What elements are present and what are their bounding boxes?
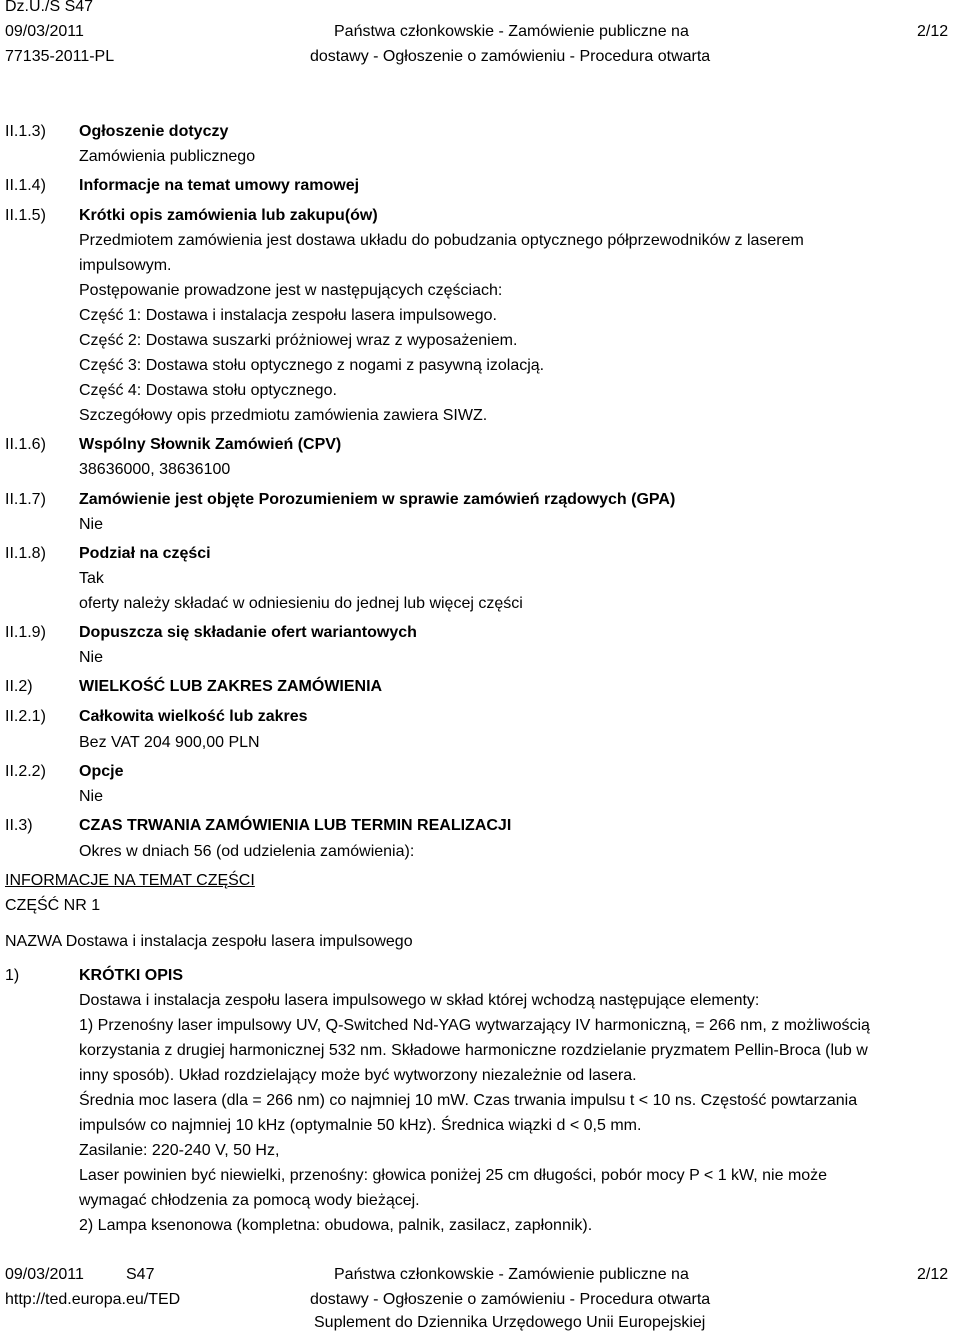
part-description-line: 1) Przenośny laser impulsowy UV, Q-Switched Nd-YAG wytwarzający IV harmoniczną, = 266 nm, z możliwością	[79, 1017, 870, 1034]
section-number: II.1.7)	[5, 491, 46, 508]
section-number: II.1.9)	[5, 624, 46, 641]
section-number: II.1.3)	[5, 123, 46, 140]
section-number: II.1.4)	[5, 177, 46, 194]
description-line: impulsowym.	[79, 257, 172, 274]
section-number: II.2)	[5, 678, 33, 695]
section-number: II.1.5)	[5, 207, 46, 224]
description-line: Część 1: Dostawa i instalacja zespołu lasera impulsowego.	[79, 307, 497, 324]
part-description-line: inny sposób). Układ rozdzielający może być wytworzony niezależnie od lasera.	[79, 1067, 637, 1084]
description-line: Przedmiotem zamówienia jest dostawa układu do pobudzania optycznego półprzewodników z laserem	[79, 232, 804, 249]
part-item-number: 1)	[5, 967, 20, 984]
part-description-line: korzystania z drugiej harmonicznej 532 nm. Składowe harmoniczne rozdzielanie pryzmatem Pellin-Broca (lub w	[79, 1042, 868, 1059]
section-title: Podział na części	[79, 545, 211, 562]
part-description-line: Średnia moc lasera (dla = 266 nm) co najmniej 10 mW. Czas trwania impulsu t < 10 ns. Częstość powtarzania	[79, 1092, 858, 1109]
description-line: Część 4: Dostawa stołu optycznego.	[79, 382, 337, 399]
header-journal-ref: Dz.U./S S47	[5, 0, 94, 15]
section-title: CZAS TRWANIA ZAMÓWIENIA LUB TERMIN REALIZACJI	[79, 817, 512, 834]
footer-page-number: 2/12	[917, 1266, 949, 1283]
section-value: Bez VAT 204 900,00 PLN	[79, 734, 260, 751]
section-value: Zamówienia publicznego	[79, 148, 256, 165]
part-name: NAZWA Dostawa i instalacja zespołu lasera impulsowego	[5, 933, 413, 950]
part-description-line: Dostawa i instalacja zespołu lasera impulsowego w skład której wchodzą następujące elementy:	[79, 992, 760, 1009]
section-value: Tak	[79, 570, 104, 587]
section-number: II.2.2)	[5, 763, 46, 780]
header-notice-number: 77135-2011-PL	[5, 48, 115, 65]
section-title: Całkowita wielkość lub zakres	[79, 708, 308, 725]
section-title: WIELKOŚĆ LUB ZAKRES ZAMÓWIENIA	[79, 678, 383, 695]
section-title: Ogłoszenie dotyczy	[79, 123, 229, 140]
section-value: Nie	[79, 516, 104, 533]
footer-title-line2: dostawy - Ogłoszenie o zamówieniu - Procedura otwarta	[310, 1291, 711, 1308]
part-description-line: 2) Lampa ksenonowa (kompletna: obudowa, palnik, zasilacz, zapłonnik).	[79, 1217, 593, 1234]
footer-date: 09/03/2011	[5, 1266, 84, 1283]
part-description-line: impulsów co najmniej 10 kHz (optymalnie 50 kHz). Średnica wiązki d < 0,5 mm.	[79, 1117, 642, 1134]
part-description-line: wymagać chłodzenia za pomocą wody bieżącej.	[79, 1192, 420, 1209]
header-title-line2: dostawy - Ogłoszenie o zamówieniu - Procedura otwarta	[310, 48, 711, 65]
section-title: Informacje na temat umowy ramowej	[79, 177, 360, 194]
footer-supplement: Suplement do Dziennika Urzędowego Unii Europejskiej	[314, 1314, 706, 1331]
part-description-line: Laser powinien być niewielki, przenośny: głowica poniżej 25 cm długości, pobór mocy P < 1 kW, nie może	[79, 1167, 828, 1184]
section-number: II.3)	[5, 817, 33, 834]
part-item-title: KRÓTKI OPIS	[79, 967, 184, 984]
section-title: Krótki opis zamówienia lub zakupu(ów)	[79, 207, 378, 224]
section-title: Opcje	[79, 763, 124, 780]
section-value: Nie	[79, 788, 104, 805]
section-value: oferty należy składać w odniesieniu do jednej lub więcej części	[79, 595, 523, 612]
footer-series: S47	[126, 1266, 155, 1283]
section-number: II.2.1)	[5, 708, 46, 725]
part-heading: INFORMACJE NA TEMAT CZĘŚCI	[5, 872, 255, 889]
section-title: Dopuszcza się składanie ofert wariantowych	[79, 624, 417, 641]
part-number: CZĘŚĆ NR 1	[5, 897, 101, 914]
section-number: II.1.6)	[5, 436, 46, 453]
header-title-line1: Państwa członkowskie - Zamówienie publiczne na	[334, 23, 689, 40]
section-number: II.1.8)	[5, 545, 46, 562]
section-title: Zamówienie jest objęte Porozumieniem w sprawie zamówień rządowych (GPA)	[79, 491, 676, 508]
section-value: Nie	[79, 649, 104, 666]
header-page-number: 2/12	[917, 23, 949, 40]
footer-ted-link[interactable]: http://ted.europa.eu/TED	[5, 1291, 181, 1308]
section-value: Okres w dniach 56 (od udzielenia zamówienia):	[79, 843, 415, 860]
description-line: Postępowanie prowadzone jest w następujących częściach:	[79, 282, 503, 299]
description-line: Część 3: Dostawa stołu optycznego z nogami z pasywną izolacją.	[79, 357, 545, 374]
section-value: 38636000, 38636100	[79, 461, 231, 478]
header-date: 09/03/2011	[5, 23, 84, 40]
section-title: Wspólny Słownik Zamówień (CPV)	[79, 436, 342, 453]
description-line: Szczegółowy opis przedmiotu zamówienia zawiera SIWZ.	[79, 407, 488, 424]
footer-title-line1: Państwa członkowskie - Zamówienie publiczne na	[334, 1266, 689, 1283]
description-line: Część 2: Dostawa suszarki próżniowej wraz z wyposażeniem.	[79, 332, 518, 349]
part-description-line: Zasilanie: 220-240 V, 50 Hz,	[79, 1142, 280, 1159]
